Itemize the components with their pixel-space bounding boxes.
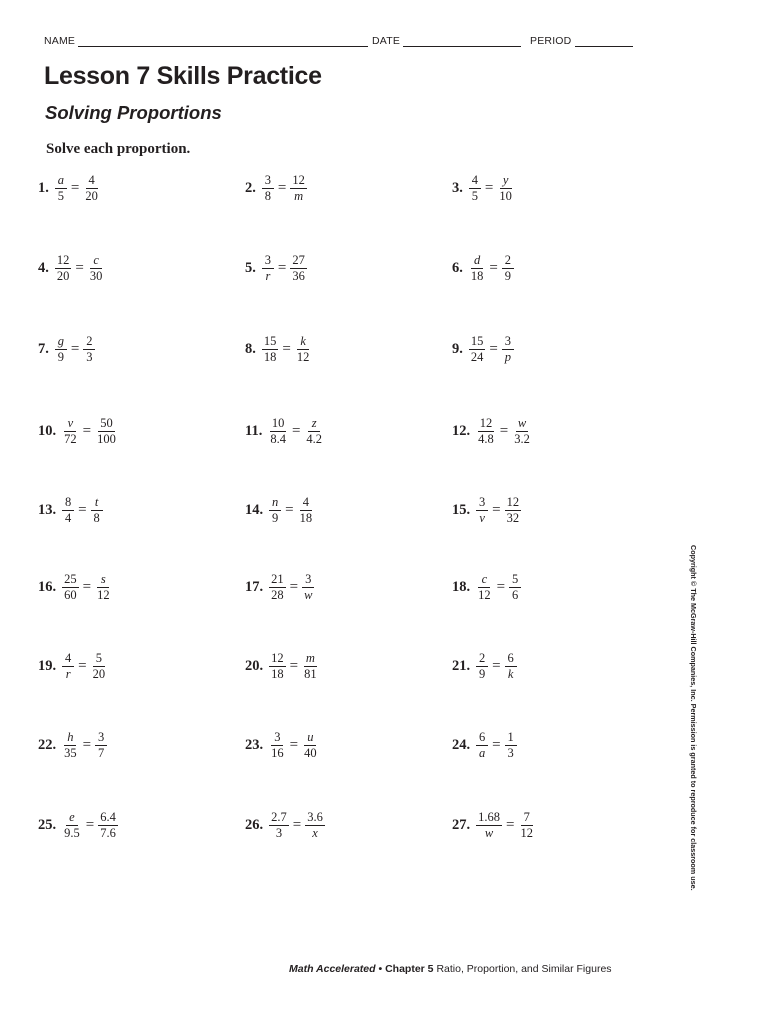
problem-item <box>38 807 119 843</box>
right-fraction <box>501 335 515 364</box>
right-fraction <box>94 731 108 760</box>
denominator: 12 <box>296 349 310 364</box>
problem-number: 22. <box>38 736 57 753</box>
denominator: r <box>265 268 271 283</box>
problem-item <box>38 250 105 286</box>
right-fraction <box>496 174 515 203</box>
name-line[interactable] <box>78 36 368 47</box>
numerator: 4 <box>469 174 481 189</box>
left-fraction <box>475 811 503 840</box>
period-line[interactable] <box>575 36 633 47</box>
denominator: 12 <box>520 825 533 840</box>
numerator: w <box>517 415 527 430</box>
denominator: 4.2 <box>306 431 323 446</box>
equals-sign: = <box>506 816 515 833</box>
denominator: 20 <box>85 188 98 203</box>
equals-sign: = <box>277 259 287 276</box>
denominator: 5 <box>57 188 64 203</box>
denominator: 10 <box>499 188 512 203</box>
right-fraction <box>97 811 119 840</box>
numerator: c <box>90 254 102 269</box>
denominator: 100 <box>97 431 116 446</box>
equals-sign: = <box>291 422 301 439</box>
right-fraction <box>289 254 308 283</box>
right-fraction <box>304 811 326 840</box>
equals-sign: = <box>489 340 498 357</box>
numerator: 12 <box>271 650 284 665</box>
problem-number: 8. <box>245 340 256 357</box>
name-field[interactable] <box>44 35 368 47</box>
equals-sign: = <box>277 179 287 196</box>
equals-sign: = <box>82 422 92 439</box>
right-fraction <box>87 254 106 283</box>
problem-number: 12. <box>452 422 471 439</box>
left-fraction <box>475 417 497 446</box>
left-fraction <box>261 335 280 364</box>
problem-item <box>452 250 515 286</box>
problem-item <box>245 648 320 684</box>
left-fraction <box>261 254 275 283</box>
numerator: 12 <box>56 252 70 267</box>
denominator: 5 <box>471 188 478 203</box>
right-fraction <box>517 811 536 840</box>
numerator: 8 <box>62 496 74 511</box>
left-fraction <box>268 652 287 681</box>
equals-sign: = <box>492 501 501 518</box>
page-footer <box>289 963 612 975</box>
numerator: 3 <box>502 335 514 350</box>
problem-number: 19. <box>38 657 57 674</box>
problem-item <box>245 413 325 449</box>
problem-number: 10. <box>38 422 57 439</box>
numerator: 10 <box>271 415 285 430</box>
numerator: 2 <box>476 652 488 667</box>
left-fraction <box>475 573 494 602</box>
denominator: 8 <box>93 510 100 525</box>
right-fraction <box>508 573 522 602</box>
name-label: NAME <box>44 35 76 47</box>
denominator: r <box>65 666 71 681</box>
right-fraction <box>94 573 113 602</box>
denominator: 16 <box>271 745 284 760</box>
denominator: 9 <box>57 349 64 364</box>
numerator: c <box>478 573 490 588</box>
numerator: 6.4 <box>100 809 116 824</box>
problem-number: 9. <box>452 340 463 357</box>
numerator: 3 <box>262 254 274 269</box>
date-field[interactable] <box>372 35 521 47</box>
problem-number: 21. <box>452 657 471 674</box>
footer-chapter-title: Ratio, Proportion, and Similar Figures <box>436 963 612 975</box>
numerator: 3.6 <box>307 809 323 824</box>
numerator: g <box>55 335 67 350</box>
problem-number: 18. <box>452 578 471 595</box>
equals-sign: = <box>489 259 498 276</box>
denominator: v <box>479 510 485 525</box>
problem-item <box>245 170 308 206</box>
problem-number: 5. <box>245 259 256 276</box>
problem-item <box>38 413 119 449</box>
numerator: 25 <box>64 571 77 586</box>
numerator: d <box>471 254 483 269</box>
denominator: 6 <box>511 587 519 602</box>
problem-item <box>452 648 518 684</box>
problem-number: 4. <box>38 259 49 276</box>
numerator: 27 <box>292 252 305 267</box>
denominator: x <box>312 825 318 840</box>
left-fraction <box>268 573 287 602</box>
denominator: 18 <box>271 666 284 681</box>
date-line[interactable] <box>403 36 521 47</box>
numerator: 12 <box>292 172 305 187</box>
left-fraction <box>268 811 290 840</box>
denominator: 12 <box>97 587 110 602</box>
denominator: 3.2 <box>514 431 530 446</box>
denominator: 3 <box>507 745 514 760</box>
right-fraction <box>289 174 308 203</box>
numerator: 2.7 <box>271 809 287 824</box>
denominator: 36 <box>292 268 305 283</box>
left-fraction <box>468 254 487 283</box>
right-fraction <box>297 496 316 525</box>
problem-number: 20. <box>245 657 264 674</box>
problem-number: 11. <box>245 422 263 439</box>
problem-number: 16. <box>38 578 57 595</box>
equals-sign: = <box>289 736 299 753</box>
numerator: s <box>97 573 109 588</box>
numerator: u <box>304 731 316 746</box>
problem-item <box>452 727 518 763</box>
footer-chapter: Chapter 5 <box>385 963 434 975</box>
denominator: 9 <box>272 510 279 525</box>
equals-sign: = <box>289 578 299 595</box>
left-fraction <box>475 731 489 760</box>
problem-item <box>452 569 522 605</box>
denominator: 3 <box>86 349 93 364</box>
problem-item <box>38 569 113 605</box>
problem-item <box>38 727 108 763</box>
problem-item <box>245 727 320 763</box>
numerator: 1.68 <box>478 809 500 824</box>
numerator: 3 <box>271 731 283 746</box>
left-fraction <box>61 652 75 681</box>
denominator: 9.5 <box>64 825 80 840</box>
problem-item <box>38 492 104 528</box>
problem-number: 27. <box>452 816 471 833</box>
denominator: 81 <box>304 666 317 681</box>
numerator: 4 <box>300 496 312 511</box>
denominator: a <box>479 745 486 760</box>
problem-number: 24. <box>452 736 471 753</box>
equals-sign: = <box>85 816 95 833</box>
denominator: 7 <box>97 745 105 760</box>
denominator: 30 <box>89 268 103 283</box>
equals-sign: = <box>484 179 494 196</box>
equals-sign: = <box>496 578 506 595</box>
left-fraction <box>54 254 73 283</box>
numerator: 5 <box>509 573 521 588</box>
numerator: 6 <box>505 652 517 667</box>
equals-sign: = <box>292 816 302 833</box>
denominator: 18 <box>299 510 313 525</box>
numerator: z <box>308 417 320 432</box>
numerator: 1 <box>505 731 517 746</box>
numerator: 5 <box>93 652 105 667</box>
denominator: 3 <box>275 825 283 840</box>
problem-number: 23. <box>245 736 264 753</box>
left-fraction <box>61 731 80 760</box>
denominator: 20 <box>56 268 70 283</box>
page-title: Lesson 7 Skills Practice <box>44 62 322 90</box>
equals-sign: = <box>75 259 84 276</box>
left-fraction <box>475 496 489 525</box>
problem-number: 25. <box>38 816 57 833</box>
numerator: h <box>64 731 76 746</box>
right-fraction <box>511 417 533 446</box>
left-fraction <box>61 417 80 446</box>
equals-sign: = <box>78 657 87 674</box>
left-fraction <box>61 811 83 840</box>
denominator: 18 <box>470 268 484 283</box>
numerator: 3 <box>262 174 274 189</box>
denominator: 8 <box>264 188 271 203</box>
problem-item <box>38 648 108 684</box>
problem-item <box>452 492 522 528</box>
equals-sign: = <box>289 657 299 674</box>
numerator: 4 <box>86 174 98 189</box>
right-fraction <box>82 174 101 203</box>
problem-item <box>245 807 326 843</box>
left-fraction <box>468 174 482 203</box>
denominator: 24 <box>470 349 484 364</box>
left-fraction <box>268 496 282 525</box>
denominator: 28 <box>271 587 284 602</box>
problem-item <box>38 331 96 367</box>
denominator: 72 <box>64 431 77 446</box>
problem-item <box>452 807 536 843</box>
left-fraction <box>54 174 68 203</box>
denominator: 4.8 <box>478 431 494 446</box>
numerator: 12 <box>506 494 520 509</box>
denominator: w <box>304 587 313 602</box>
right-fraction <box>90 496 104 525</box>
left-fraction <box>61 573 80 602</box>
equals-sign: = <box>499 422 509 439</box>
right-fraction <box>94 417 119 446</box>
numerator: 15 <box>470 333 484 348</box>
equals-sign: = <box>285 501 294 518</box>
right-fraction <box>504 496 523 525</box>
denominator: m <box>294 188 304 203</box>
denominator: 20 <box>92 666 106 681</box>
numerator: n <box>269 496 281 511</box>
left-fraction <box>268 731 287 760</box>
numerator: t <box>91 496 103 511</box>
numerator: k <box>297 335 309 350</box>
numerator: 4 <box>62 652 74 667</box>
right-fraction <box>90 652 109 681</box>
problem-number: 26. <box>245 816 264 833</box>
numerator: y <box>500 174 512 189</box>
numerator: v <box>64 417 76 432</box>
denominator: p <box>504 349 511 364</box>
problem-number: 6. <box>452 259 463 276</box>
numerator: 50 <box>100 415 113 430</box>
page-subtitle: Solving Proportions <box>45 102 222 123</box>
denominator: 7.6 <box>100 825 116 840</box>
right-fraction <box>82 335 96 364</box>
denominator: 60 <box>64 587 77 602</box>
problem-item <box>452 413 533 449</box>
problem-item <box>452 170 515 206</box>
numerator: 3 <box>302 573 314 588</box>
right-fraction <box>301 573 315 602</box>
denominator: 8.4 <box>270 431 286 446</box>
problem-item <box>245 569 315 605</box>
right-fraction <box>501 254 515 283</box>
denominator: 9 <box>479 666 486 681</box>
left-fraction <box>261 174 275 203</box>
right-fraction <box>303 417 325 446</box>
denominator: 18 <box>263 349 277 364</box>
problem-item <box>245 250 308 286</box>
footer-book: Math Accelerated <box>289 963 376 975</box>
numerator: 2 <box>83 335 95 350</box>
right-fraction <box>504 652 518 681</box>
numerator: 7 <box>521 811 533 826</box>
numerator: a <box>55 174 67 189</box>
denominator: 12 <box>478 587 491 602</box>
problem-number: 13. <box>38 501 57 518</box>
instructions: Solve each proportion. <box>46 141 191 157</box>
right-fraction <box>294 335 313 364</box>
denominator: 4 <box>65 510 72 525</box>
numerator: m <box>305 650 315 665</box>
right-fraction <box>301 731 320 760</box>
equals-sign: = <box>492 657 501 674</box>
equals-sign: = <box>492 736 501 753</box>
denominator: 9 <box>504 268 511 283</box>
problem-number: 17. <box>245 578 264 595</box>
problem-item <box>38 170 101 206</box>
numerator: 3 <box>95 731 107 746</box>
numerator: 2 <box>502 254 514 269</box>
problem-number: 15. <box>452 501 471 518</box>
period-label: PERIOD <box>530 35 572 47</box>
denominator: 35 <box>64 745 77 760</box>
left-fraction <box>468 335 487 364</box>
equals-sign: = <box>70 340 80 357</box>
numerator: 6 <box>476 731 488 746</box>
equals-sign: = <box>78 501 87 518</box>
problem-number: 14. <box>245 501 264 518</box>
problem-item <box>245 492 315 528</box>
problem-item <box>245 331 312 367</box>
right-fraction <box>301 652 320 681</box>
denominator: 32 <box>506 510 520 525</box>
footer-bullet: • <box>378 963 383 975</box>
denominator: k <box>507 666 514 681</box>
numerator: 12 <box>479 415 493 430</box>
numerator: e <box>66 811 78 826</box>
problem-number: 2. <box>245 179 256 196</box>
left-fraction <box>54 335 68 364</box>
problem-item <box>452 331 515 367</box>
problem-number: 3. <box>452 179 463 196</box>
left-fraction <box>475 652 489 681</box>
period-field[interactable] <box>530 35 633 47</box>
numerator: 15 <box>263 333 277 348</box>
equals-sign: = <box>282 340 291 357</box>
problem-number: 7. <box>38 340 49 357</box>
equals-sign: = <box>82 736 92 753</box>
copyright-notice: Copyright © The McGraw-Hill Companies, Inc. Permission is granted to reproduce for classroom use. <box>689 545 698 891</box>
numerator: 3 <box>476 496 488 511</box>
equals-sign: = <box>82 578 92 595</box>
denominator: w <box>484 825 494 840</box>
left-fraction <box>61 496 75 525</box>
problem-number: 1. <box>38 179 49 196</box>
right-fraction <box>504 731 518 760</box>
date-label: DATE <box>372 35 401 47</box>
denominator: 40 <box>304 745 317 760</box>
numerator: 21 <box>271 571 284 586</box>
left-fraction <box>267 417 289 446</box>
equals-sign: = <box>70 179 80 196</box>
